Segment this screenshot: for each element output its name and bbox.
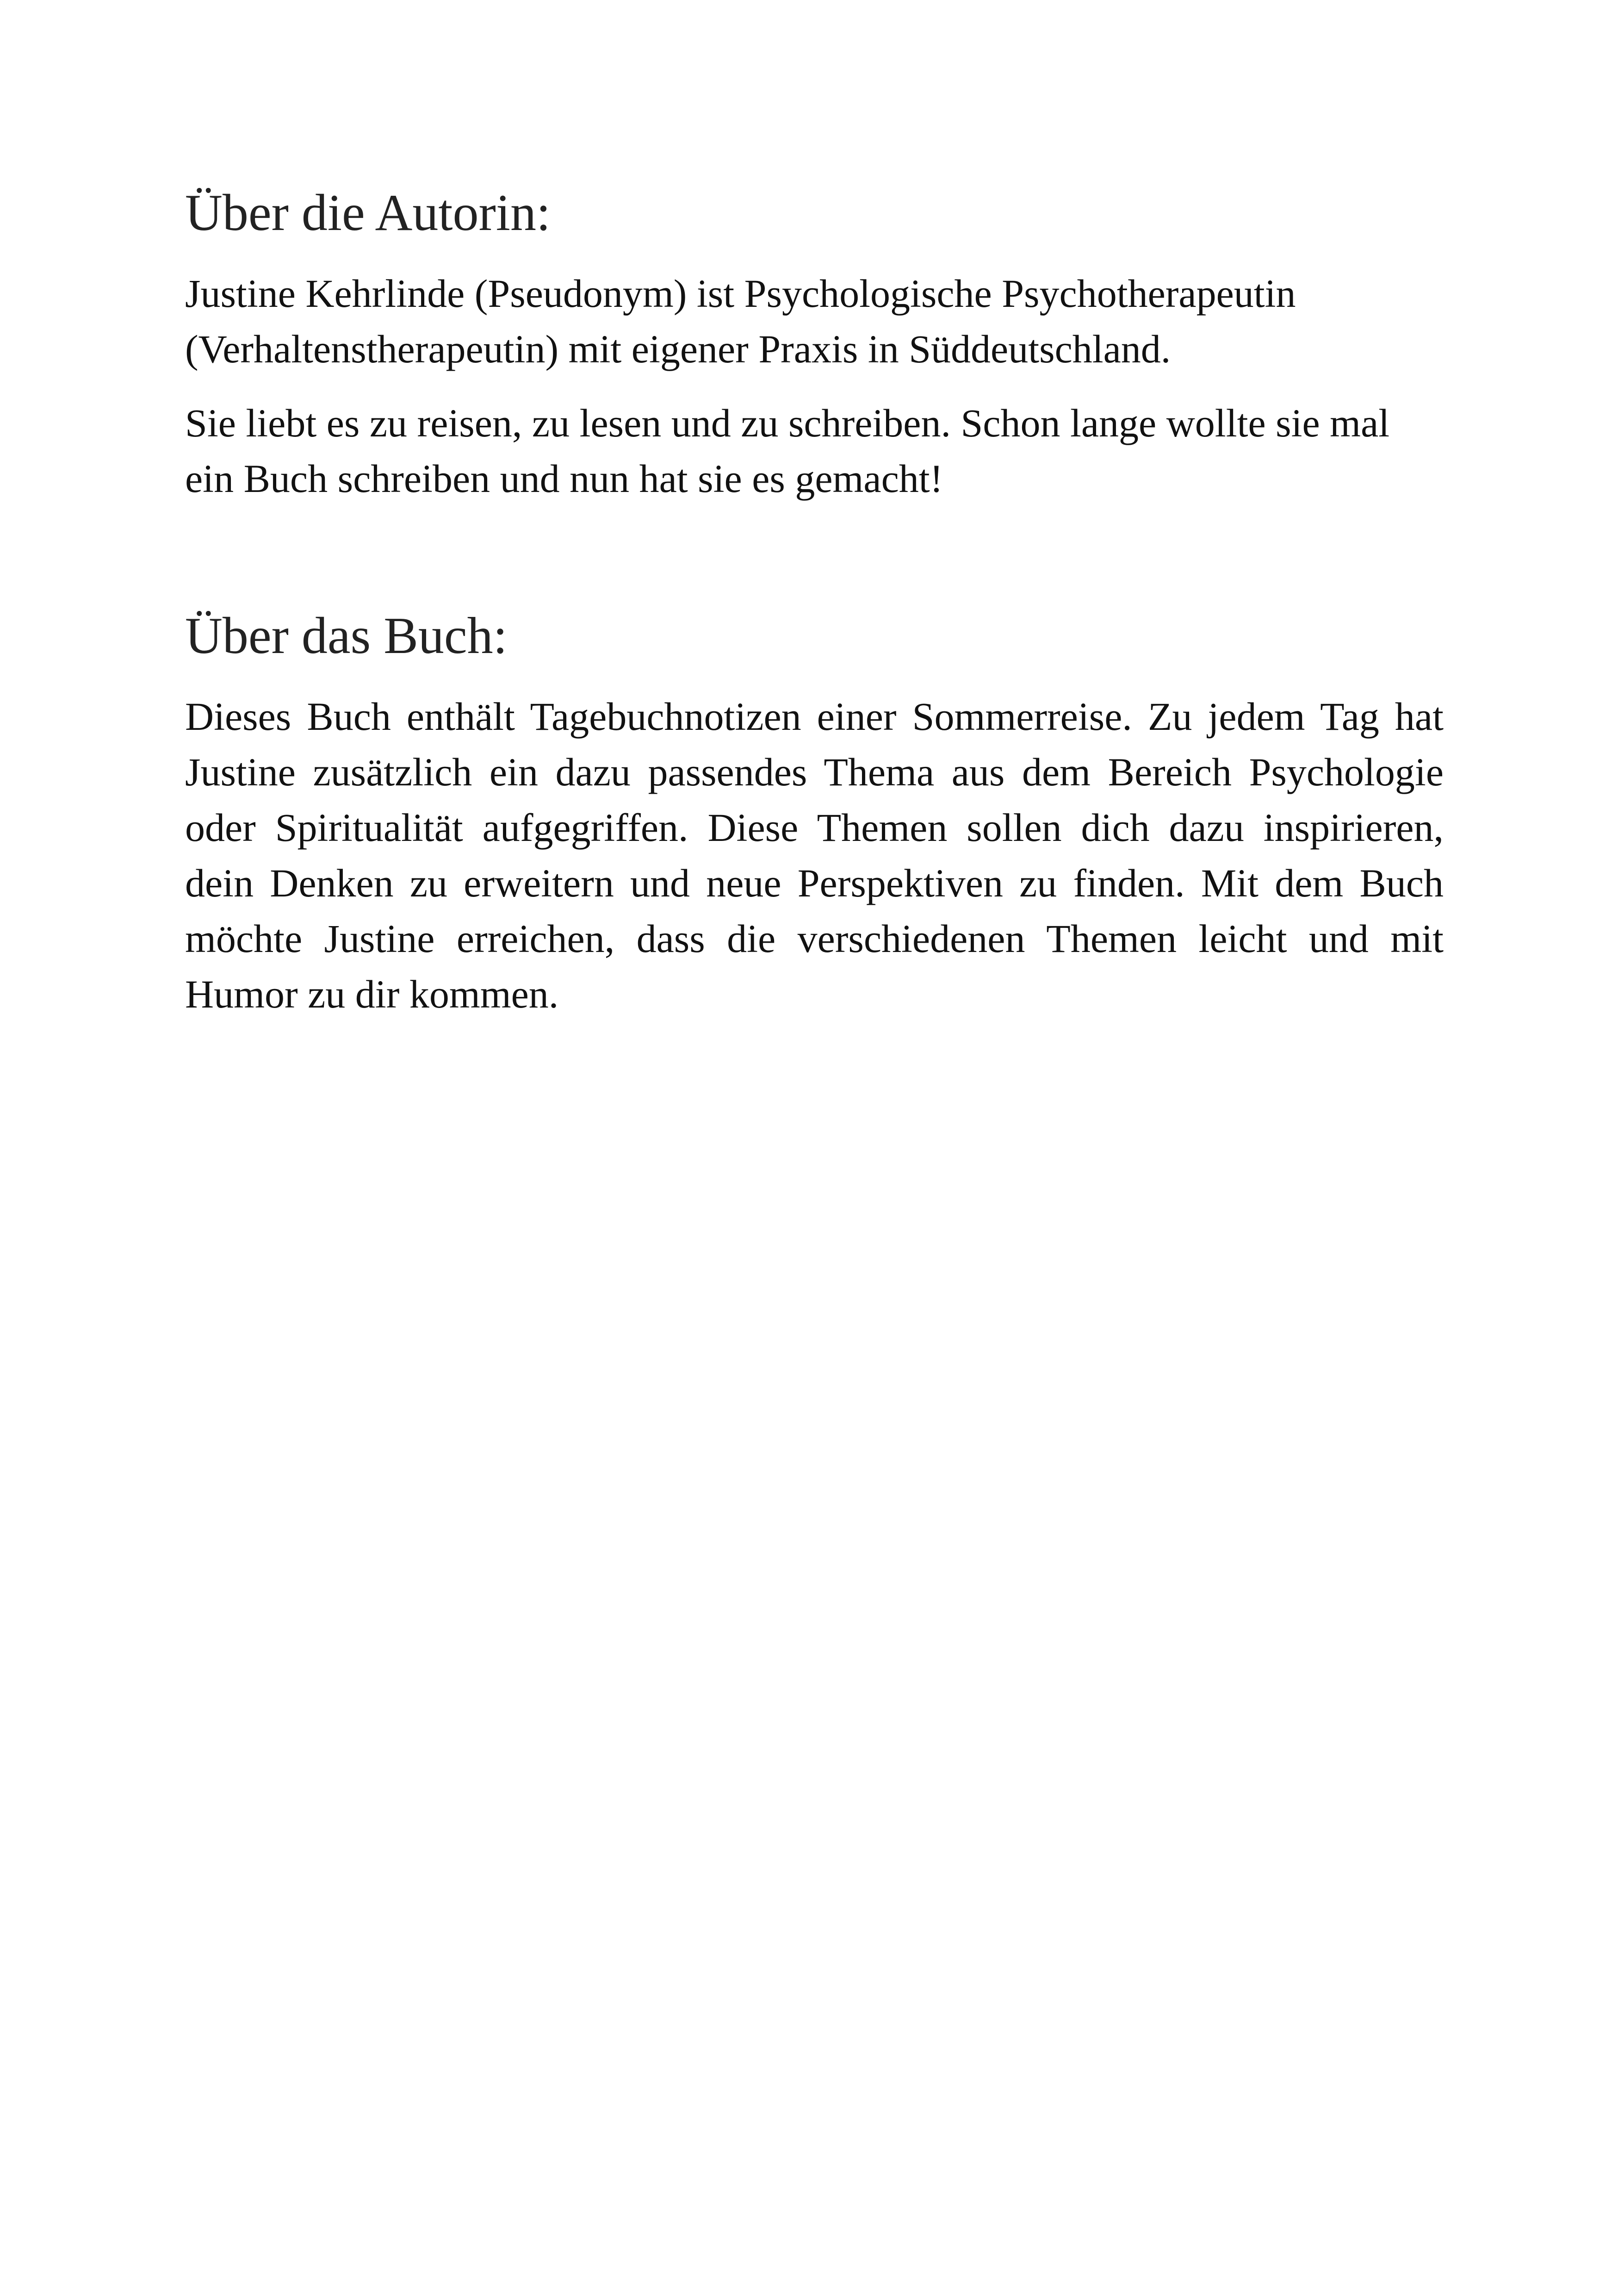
book-paragraph: Dieses Buch enthält Tagebuchnotizen einer Sommerreise. Zu jedem Tag hat Justine zusätzlich ein dazu passendes Thema aus dem Bereich Psychologie oder Spiritualität aufgegriffen. Diese Themen sollen dich dazu inspirieren, dein Denken zu erweitern und neue Perspektiven zu finden. Mit dem Buch möchte Justine erreichen, dass die verschiedenen Themen leicht und mit Humor zu dir kommen. <box>185 694 1444 1016</box>
book-section <box>185 604 1444 1022</box>
document-page <box>185 180 1444 1022</box>
author-paragraph-1: Justine Kehrlinde (Pseudonym) ist Psychologische Psychotherapeutin (Verhaltenstherapeutin) mit eigener Praxis in Süddeutschland. <box>185 271 1296 371</box>
book-heading: Über das Buch: <box>185 607 508 665</box>
author-paragraph-2: Sie liebt es zu reisen, zu lesen und zu schreiben. Schon lange wollte sie mal ein Buch schreiben und nun hat sie es gemacht! <box>185 401 1390 501</box>
author-heading: Über die Autorin: <box>185 184 551 242</box>
author-section <box>185 180 1444 506</box>
